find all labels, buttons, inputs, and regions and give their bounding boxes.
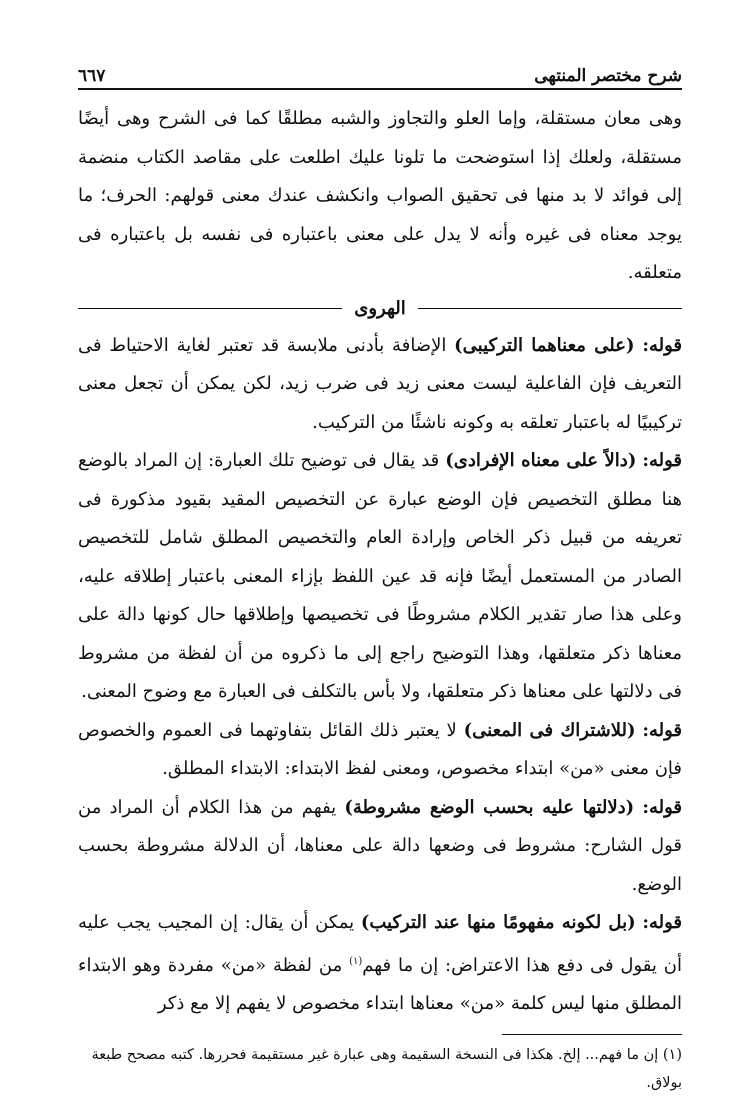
footnote-rule [502, 1034, 682, 1035]
comment-label: قوله: [642, 912, 682, 933]
intro-paragraph: وهى معان مستقلة، وإما العلو والتجاوز والشبه مطلقًا كما فى الشرح وهى أيضًا مستقلة، ولعلك إذا استوضحت ما تلونا عليك اطلعت على مقاصد الكتاب منضمة إلى فوائد لا بد منها فى تحقيق الصواب وانكشف عندك معنى قولهم: الحرف؛ ما يوجد معناه فى غيره وأنه لا يدل على معنى باعتباره فى نفسه بل باعتباره فى متعلقه. [78, 108, 682, 283]
footnote-marker: (١) [662, 1046, 682, 1063]
footnote-text: إن ما فهم... إلخ. هكذا فى النسخة السقيمة وهى عبارة غير مستقيمة فحررها. كتبه مصحح طبعة بولاق. [91, 1046, 682, 1091]
comment-text-continued: من لفظة «من» مفردة وهو الابتداء المطلق منها ليس كلمة «من» معناها ابتداء مخصوص لا يفهم إلا مع ذكر [78, 954, 682, 1014]
header-title: شرح مختصر المنتهى [534, 66, 682, 86]
divider-line-right [418, 308, 682, 309]
comment-text: يفهم من هذا الكلام أن المراد من قول الشارح: مشروط فى وضعها دالة على معناها، أن الدلالة مشروطة بحسب الوضع. [78, 796, 682, 895]
comment-lemma: (على معناهما التركيبى) [454, 334, 635, 356]
comment-lemma: (بل لكونه مفهومًا منها عند التركيب) [360, 912, 636, 933]
comment-lemma: (للاشتراك فى المعنى) [463, 719, 636, 741]
comment-lemma: (دالاً على معناه الإفرادى) [445, 450, 637, 471]
comment-text: الإضافة بأدنى ملابسة قد تعتبر لغاية الاحتياط فى التعريف فإن الفاعلية ليست معنى زيد فى ضرب زيد، لكن يمكن أن تجعل معنى تركيبيًا له باعتبار تعلقه به وكونه ناشئًا من التركيب. [78, 334, 682, 433]
comment-paragraph [78, 789, 682, 905]
divider-line-left [78, 308, 342, 309]
header-rule [78, 88, 682, 90]
comment-paragraph [78, 442, 682, 712]
book-page [78, 60, 683, 1091]
comment-label: قوله: [642, 334, 682, 356]
comment-paragraph [78, 712, 682, 789]
footnote-reference: (١) [349, 955, 363, 967]
comment-text: قد يقال فى توضيح تلك العبارة: إن المراد بالوضع هنا مطلق التخصيص فإن الوضع عبارة عن التخصيص المقيد بقيود مذكورة فى تعريفه من قبيل ذكر الخاص وإرادة العام والتخصيص المطلق شامل للتخصيص الصادر من المستعمل أيضًا فإنه قد عين اللفظ بإزاء المعنى باعتبار إطلاقه عليه، وعلى هذا صار تقدير الكلام مشروطًا فى تخصيصها وإطلاقها حال كونها دالة على معناها ذكر متعلقها، وهذا التوضيح راجع إلى ما ذكروه من أن لفظة من مشروط فى دلالتها على معناها ذكر متعلقها، ولا بأس بالتكلف فى العبارة مع وضوح المعنى. [78, 450, 683, 702]
running-header [78, 60, 682, 86]
comment-text: لا يعتبر ذلك القائل بتفاوتهما فى العموم والخصوص فإن معنى «من» ابتداء مخصوص، ومعنى لفظ الابتداء: الابتداء المطلق. [78, 719, 682, 779]
comment-label: قوله: [642, 450, 682, 471]
comment-text: يمكن أن يقال: إن المجيب يجب عليه أن يقول فى دفع هذا الاعتراض: إن ما فهم [78, 912, 682, 976]
section-divider [78, 297, 682, 321]
page-number: ٦٦٧ [78, 66, 106, 86]
comment-label: قوله: [642, 796, 682, 818]
comment-paragraph [78, 904, 682, 1024]
comment-lemma: (دلالتها عليه بحسب الوضع مشروطة) [344, 796, 635, 818]
comment-label: قوله: [642, 719, 682, 741]
section-title: الهروى [354, 298, 406, 319]
footnote [78, 1041, 682, 1097]
comment-paragraph [78, 327, 682, 443]
